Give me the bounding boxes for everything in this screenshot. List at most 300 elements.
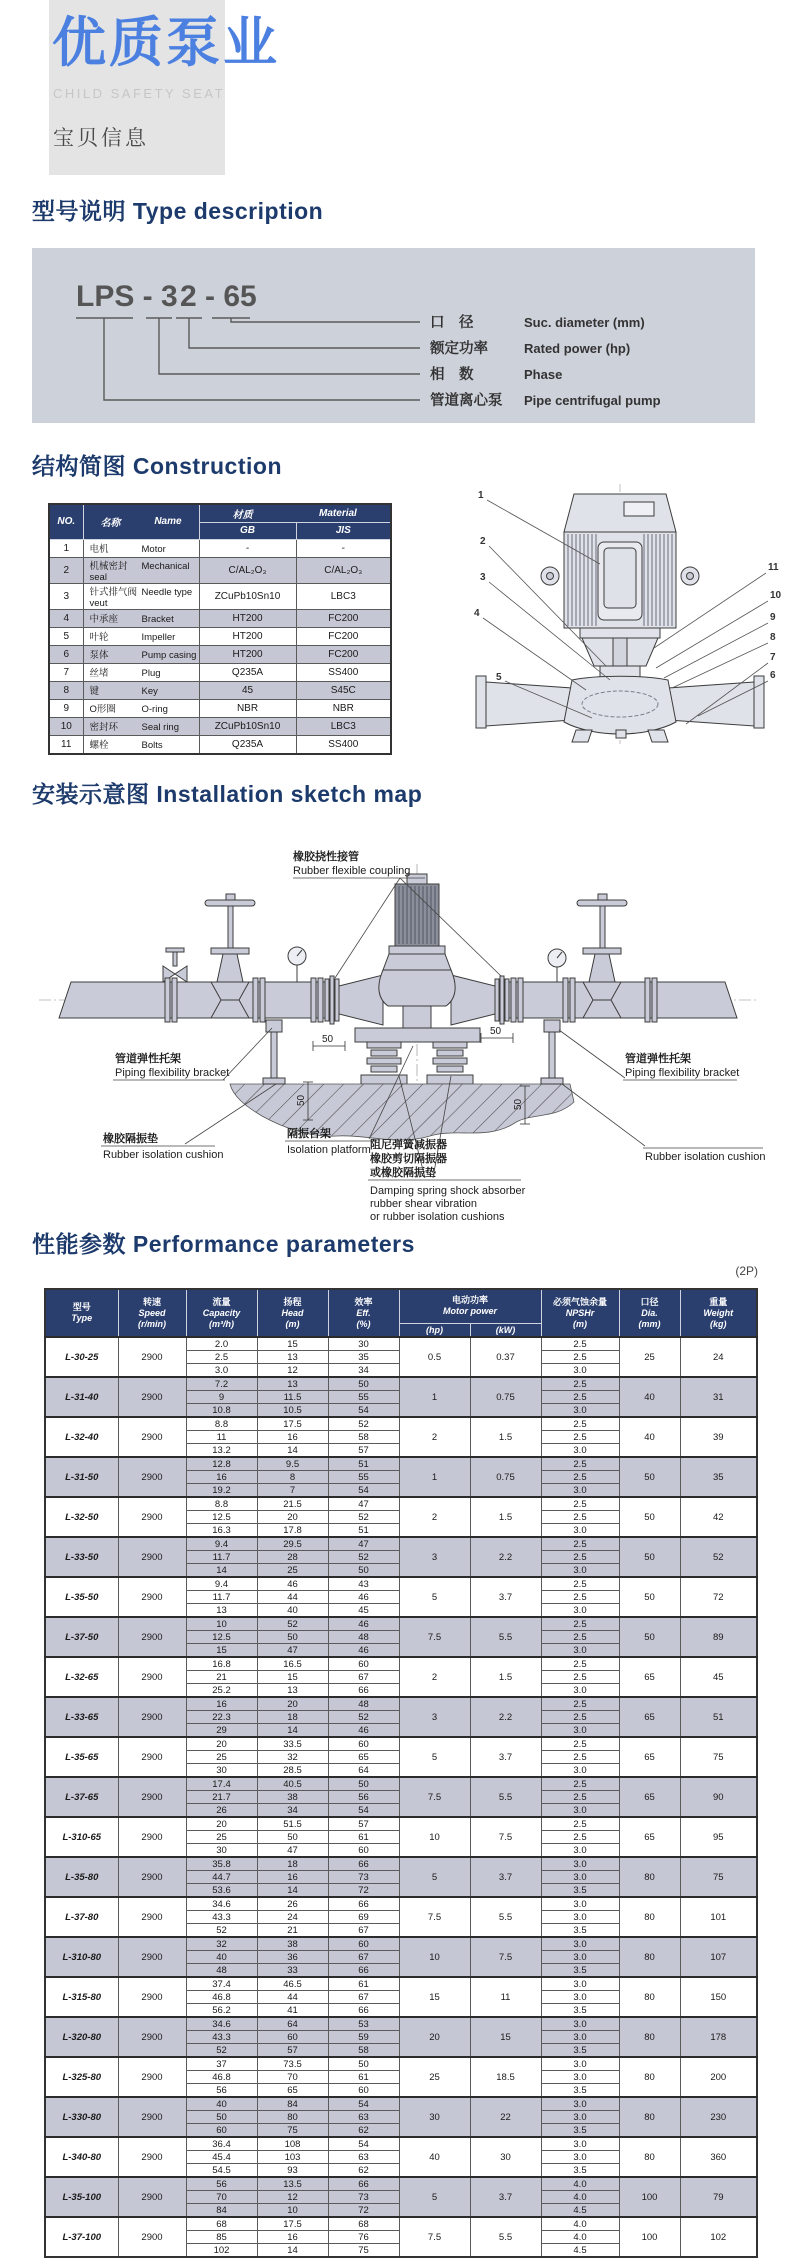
col-header-dia: 口径 Dia. (mm) [619,1289,680,1337]
capacity-cell: 12.5 [186,1511,257,1524]
part-no-cell: 11 [49,735,83,754]
hp-cell: 7.5 [399,2217,470,2257]
head-cell: 50 [257,1631,328,1644]
speed-cell: 2900 [118,1577,186,1617]
head-cell: 44 [257,1991,328,2004]
table-row [49,609,391,627]
table-row [49,663,391,681]
model-cell: L-35-80 [45,1857,118,1897]
kw-cell: 7.5 [470,1937,541,1977]
eff-cell: 60 [328,1657,399,1671]
performance-parameters-table [44,1288,758,2258]
head-cell: 80 [257,2111,328,2124]
dia-cell: 50 [619,1617,680,1657]
capacity-cell: 37 [186,2057,257,2071]
dia-cell: 80 [619,2057,680,2097]
head-cell: 103 [257,2151,328,2164]
capacity-cell: 45.4 [186,2151,257,2164]
eff-cell: 61 [328,1977,399,1991]
kw-cell: 3.7 [470,1737,541,1777]
eff-cell: 50 [328,2057,399,2071]
npshr-cell: 2.5 [541,1817,619,1831]
kw-cell: 1.5 [470,1657,541,1697]
part-name-en: Key [141,686,158,697]
capacity-cell: 43.3 [186,2031,257,2044]
head-cell: 52 [257,1617,328,1631]
eff-cell: 73 [328,2191,399,2204]
head-cell: 16 [257,1871,328,1884]
construction-materials-table [48,503,392,755]
speed-cell: 2900 [118,1377,186,1417]
dia-cell: 80 [619,2097,680,2137]
eff-cell: 61 [328,2071,399,2084]
part-name-en: Impeller [141,632,176,643]
dia-cell: 40 [619,1417,680,1457]
weight-cell: 75 [680,1737,757,1777]
speed-cell: 2900 [118,1817,186,1857]
table-row [45,1817,757,1831]
npshr-cell: 2.5 [541,1711,619,1724]
eff-cell: 60 [328,1937,399,1951]
npshr-cell: 3.5 [541,1924,619,1938]
capacity-cell: 7.2 [186,1377,257,1391]
table-row [45,1337,757,1351]
hp-cell: 7.5 [399,1897,470,1937]
npshr-cell: 3.5 [541,1884,619,1898]
eff-cell: 47 [328,1497,399,1511]
weight-cell: 45 [680,1657,757,1697]
head-cell: 16 [257,1431,328,1444]
npshr-cell: 2.5 [541,1337,619,1351]
dim-50-right-vertical: 50 [513,1098,524,1110]
capacity-cell: 30 [186,1764,257,1778]
capacity-cell: 8.8 [186,1417,257,1431]
jis-material-cell: FC200 [296,609,391,627]
head-cell: 20 [257,1697,328,1711]
kw-cell: 3.7 [470,2177,541,2217]
pump-construction-diagram [450,480,790,748]
part-name-cn: 丝堵 [89,668,109,679]
part-name-cell [83,681,199,699]
capacity-cell: 53.6 [186,1884,257,1898]
label-pump-en: Pipe centrifugal pump [524,393,661,408]
npshr-cell: 2.5 [541,1431,619,1444]
eff-cell: 72 [328,2204,399,2218]
npshr-cell: 3.0 [541,1524,619,1538]
weight-cell: 107 [680,1937,757,1977]
weight-cell: 24 [680,1337,757,1377]
part-name-cn: 针式排气阀 [89,586,138,598]
eff-cell: 46 [328,1644,399,1658]
capacity-cell: 46.8 [186,2071,257,2084]
damper-label-en-2: rubber shear vibration [370,1198,478,1210]
table-row [45,1537,757,1551]
npshr-cell: 3.0 [541,1564,619,1578]
capacity-cell: 11.7 [186,1551,257,1564]
eff-cell: 75 [328,2244,399,2258]
capacity-cell: 25.2 [186,1684,257,1698]
npshr-cell: 3.0 [541,2137,619,2151]
model-cell: L-35-65 [45,1737,118,1777]
bracket-left-label-en: Piping flexibility bracket [115,1067,230,1079]
part-name-en: Bracket [141,614,174,625]
eff-cell: 58 [328,1431,399,1444]
weight-cell: 35 [680,1457,757,1497]
capacity-cell: 9.4 [186,1577,257,1591]
head-cell: 47 [257,1644,328,1658]
eff-cell: 34 [328,1364,399,1378]
model-cell: L-325-80 [45,2057,118,2097]
npshr-cell: 2.5 [541,1791,619,1804]
hp-cell: 5 [399,1857,470,1897]
kw-cell: 3.7 [470,1577,541,1617]
eff-cell: 52 [328,1417,399,1431]
capacity-cell: 50 [186,2111,257,2124]
head-cell: 64 [257,2017,328,2031]
callout-8: 8 [770,632,776,643]
head-cell: 13 [257,1377,328,1391]
weight-cell: 178 [680,2017,757,2057]
speed-cell: 2900 [118,1737,186,1777]
npshr-cell: 2.5 [541,1471,619,1484]
capacity-cell: 37.4 [186,1977,257,1991]
bracket-left-label-cn: 管道弹性托架 [115,1053,181,1065]
dia-cell: 65 [619,1657,680,1697]
head-cell: 14 [257,2244,328,2258]
model-cell: L-37-80 [45,1897,118,1937]
hp-cell: 30 [399,2097,470,2137]
capacity-cell: 40 [186,2097,257,2111]
speed-cell: 2900 [118,2097,186,2137]
capacity-cell: 68 [186,2217,257,2231]
head-cell: 11.5 [257,1391,328,1404]
model-cell: L-340-80 [45,2137,118,2177]
head-cell: 34 [257,1804,328,1818]
head-cell: 28 [257,1551,328,1564]
hp-cell: 2 [399,1657,470,1697]
npshr-cell: 2.5 [541,1417,619,1431]
kw-cell: 3.7 [470,1857,541,1897]
table-row [45,2057,757,2071]
col-header-speed: 转速 Speed (r/min) [118,1289,186,1337]
table-row [45,1577,757,1591]
head-cell: 13 [257,1684,328,1698]
dia-cell: 50 [619,1457,680,1497]
eff-cell: 76 [328,2231,399,2244]
capacity-cell: 84 [186,2204,257,2218]
col-header-gb: GB [199,522,296,539]
baby-info-label: 宝贝信息 [53,127,149,150]
kw-cell: 22 [470,2097,541,2137]
cushion-left-label-en: Rubber isolation cushion [103,1149,224,1161]
dia-cell: 65 [619,1817,680,1857]
speed-cell: 2900 [118,1777,186,1817]
speed-cell: 2900 [118,1897,186,1937]
dia-cell: 80 [619,1857,680,1897]
page-subtitle: CHILD SAFETY SEAT [53,86,226,101]
capacity-cell: 12.8 [186,1457,257,1471]
npshr-cell: 2.5 [541,1737,619,1751]
speed-cell: 2900 [118,1977,186,2017]
eff-cell: 54 [328,1404,399,1418]
hp-cell: 2 [399,1417,470,1457]
capacity-cell: 56 [186,2177,257,2191]
part-no-cell: 10 [49,717,83,735]
callout-9: 9 [770,612,776,623]
head-cell: 12 [257,2191,328,2204]
hp-cell: 5 [399,1737,470,1777]
kw-cell: 0.37 [470,1337,541,1377]
speed-cell: 2900 [118,2017,186,2057]
npshr-cell: 3.0 [541,1857,619,1871]
table-row [45,2097,757,2111]
capacity-cell: 10.8 [186,1404,257,1418]
npshr-cell: 3.0 [541,1604,619,1618]
kw-cell: 1.5 [470,1417,541,1457]
table-row [45,1417,757,1431]
part-name-cell [83,627,199,645]
eff-cell: 46 [328,1617,399,1631]
npshr-cell: 3.0 [541,1444,619,1458]
table-row [45,1657,757,1671]
npshr-cell: 2.5 [541,1497,619,1511]
head-cell: 7 [257,1484,328,1498]
dia-cell: 25 [619,1337,680,1377]
bracket-right-label-en: Piping flexibility bracket [625,1067,740,1079]
head-cell: 16.5 [257,1657,328,1671]
speed-cell: 2900 [118,1857,186,1897]
dim-50-left-vertical: 50 [296,1094,307,1106]
capacity-cell: 30 [186,1844,257,1858]
kw-cell: 5.5 [470,1777,541,1817]
part-name-cell [83,583,199,609]
head-cell: 15 [257,1337,328,1351]
col-header-material [199,504,391,522]
capacity-cell: 2.0 [186,1337,257,1351]
model-cell: L-310-65 [45,1817,118,1857]
capacity-cell: 25 [186,1751,257,1764]
eff-cell: 52 [328,1551,399,1564]
capacity-cell: 15 [186,1644,257,1658]
part-name-en: Plug [141,668,161,679]
model-cell: L-32-50 [45,1497,118,1537]
head-cell: 44 [257,1591,328,1604]
dia-cell: 65 [619,1777,680,1817]
npshr-cell: 3.0 [541,2017,619,2031]
part-name-cn: 机械密封 [89,560,128,572]
head-cell: 29.5 [257,1537,328,1551]
speed-cell: 2900 [118,1337,186,1377]
gb-material-cell: ZCuPb10Sn10 [199,583,296,609]
eff-cell: 57 [328,1444,399,1458]
npshr-cell: 4.5 [541,2204,619,2218]
weight-cell: 89 [680,1617,757,1657]
eff-cell: 46 [328,1591,399,1604]
eff-cell: 66 [328,1897,399,1911]
npshr-cell: 3.0 [541,1484,619,1498]
coupling-label-cn: 橡胶挠性接管 [293,851,359,863]
npshr-cell: 3.0 [541,2071,619,2084]
head-cell: 12 [257,1364,328,1378]
weight-cell: 75 [680,1857,757,1897]
col-header-head: 扬程 Head (m) [257,1289,328,1337]
head-cell: 51.5 [257,1817,328,1831]
eff-cell: 54 [328,2137,399,2151]
head-cell: 36 [257,1951,328,1964]
npshr-cell: 2.5 [541,1457,619,1471]
capacity-cell: 56.2 [186,2004,257,2018]
model-cell: L-310-80 [45,1937,118,1977]
dia-cell: 65 [619,1737,680,1777]
speed-cell: 2900 [118,1697,186,1737]
kw-cell: 5.5 [470,2217,541,2257]
dia-cell: 80 [619,2017,680,2057]
dia-cell: 80 [619,1977,680,2017]
jis-material-cell: LBC3 [296,583,391,609]
kw-cell: 11 [470,1977,541,2017]
npshr-cell: 2.5 [541,1551,619,1564]
kw-cell: 0.75 [470,1457,541,1497]
part-name-cn: 螺栓 [89,740,109,751]
jis-material-cell: SS400 [296,735,391,754]
gb-material-cell: NBR [199,699,296,717]
jis-material-cell: FC200 [296,645,391,663]
head-cell: 32 [257,1751,328,1764]
dia-cell: 50 [619,1497,680,1537]
capacity-cell: 43.3 [186,1911,257,1924]
type-labels-en [524,315,661,408]
section-heading-type-description: 型号说明 Type description [32,198,324,224]
hp-cell: 5 [399,1577,470,1617]
head-cell: 17.8 [257,1524,328,1538]
kw-cell: 7.5 [470,1817,541,1857]
eff-cell: 51 [328,1524,399,1538]
table-row [45,1937,757,1951]
dia-cell: 40 [619,1377,680,1417]
gb-material-cell: Q235A [199,663,296,681]
npshr-cell: 4.0 [541,2191,619,2204]
part-no-cell: 8 [49,681,83,699]
npshr-cell: 2.5 [541,1351,619,1364]
weight-cell: 360 [680,2137,757,2177]
eff-cell: 63 [328,2111,399,2124]
npshr-cell: 3.5 [541,1964,619,1978]
eff-cell: 66 [328,1857,399,1871]
part-name-en: Needle type veut [89,586,193,609]
weight-cell: 39 [680,1417,757,1457]
model-cell: L-33-65 [45,1697,118,1737]
part-name-cell [83,645,199,663]
capacity-cell: 21 [186,1671,257,1684]
table-row [45,1977,757,1991]
speed-cell: 2900 [118,1657,186,1697]
dim-50-right: 50 [490,1026,502,1037]
eff-cell: 52 [328,1511,399,1524]
npshr-cell: 2.5 [541,1777,619,1791]
npshr-cell: 3.0 [541,1844,619,1858]
col-header-name [83,504,199,539]
part-name-cell [83,717,199,735]
capacity-cell: 9 [186,1391,257,1404]
capacity-cell: 34.6 [186,1897,257,1911]
eff-cell: 72 [328,1884,399,1898]
model-cell: L-31-40 [45,1377,118,1417]
npshr-cell: 3.0 [541,1724,619,1738]
eff-cell: 48 [328,1631,399,1644]
capacity-cell: 3.0 [186,1364,257,1378]
hp-cell: 3 [399,1697,470,1737]
dia-cell: 100 [619,2177,680,2217]
capacity-cell: 11 [186,1431,257,1444]
capacity-cell: 44.7 [186,1871,257,1884]
eff-cell: 67 [328,1951,399,1964]
damper-label-cn-3: 或橡胶隔振垫 [370,1167,436,1179]
table-row [49,717,391,735]
kw-cell: 1.5 [470,1497,541,1537]
npshr-cell: 3.0 [541,1897,619,1911]
capacity-cell: 26 [186,1804,257,1818]
eff-cell: 58 [328,2044,399,2058]
eff-cell: 55 [328,1391,399,1404]
eff-cell: 73 [328,1871,399,1884]
capacity-cell: 22.3 [186,1711,257,1724]
capacity-cell: 13.2 [186,1444,257,1458]
model-cell: L-35-100 [45,2177,118,2217]
table-row [49,557,391,583]
speed-cell: 2900 [118,2217,186,2257]
capacity-cell: 21.7 [186,1791,257,1804]
part-name-cn: 密封环 [89,722,119,733]
part-no-cell: 1 [49,539,83,557]
hp-cell: 3 [399,1537,470,1577]
head-cell: 47 [257,1844,328,1858]
weight-cell: 230 [680,2097,757,2137]
damper-label-cn-1: 阻尼弹簧减振器 [370,1139,447,1151]
label-diameter-en: Suc. diameter (mm) [524,315,645,330]
gb-material-cell: HT200 [199,627,296,645]
installation-sketch-diagram [25,848,770,1233]
eff-cell: 66 [328,1964,399,1978]
head-cell: 18 [257,1857,328,1871]
npshr-cell: 2.5 [541,1591,619,1604]
head-cell: 14 [257,1444,328,1458]
head-cell: 16 [257,2231,328,2244]
npshr-cell: 3.0 [541,1404,619,1418]
npshr-cell: 2.5 [541,1537,619,1551]
callout-7: 7 [770,652,776,663]
material-en-header: Material [319,507,357,519]
kw-cell: 5.5 [470,1897,541,1937]
label-power-en: Rated power (hp) [524,341,631,356]
eff-cell: 65 [328,1751,399,1764]
type-labels-cn [429,313,503,409]
npshr-cell: 2.5 [541,1391,619,1404]
eff-cell: 48 [328,1697,399,1711]
kw-cell: 15 [470,2017,541,2057]
capacity-cell: 70 [186,2191,257,2204]
dia-cell: 80 [619,2137,680,2177]
part-name-cn: 键 [89,686,100,697]
table-row [45,2137,757,2151]
col-header-eff: 效率 Eff. (%) [328,1289,399,1337]
part-name-en: Mechanical seal [89,560,190,583]
part-name-en: Bolts [141,740,163,751]
table-row [49,735,391,754]
jis-material-cell: C/AL₂O₃ [296,557,391,583]
pole-count-note: (2P) [735,1264,758,1278]
capacity-cell: 13 [186,1604,257,1618]
capacity-cell: 46.8 [186,1991,257,2004]
